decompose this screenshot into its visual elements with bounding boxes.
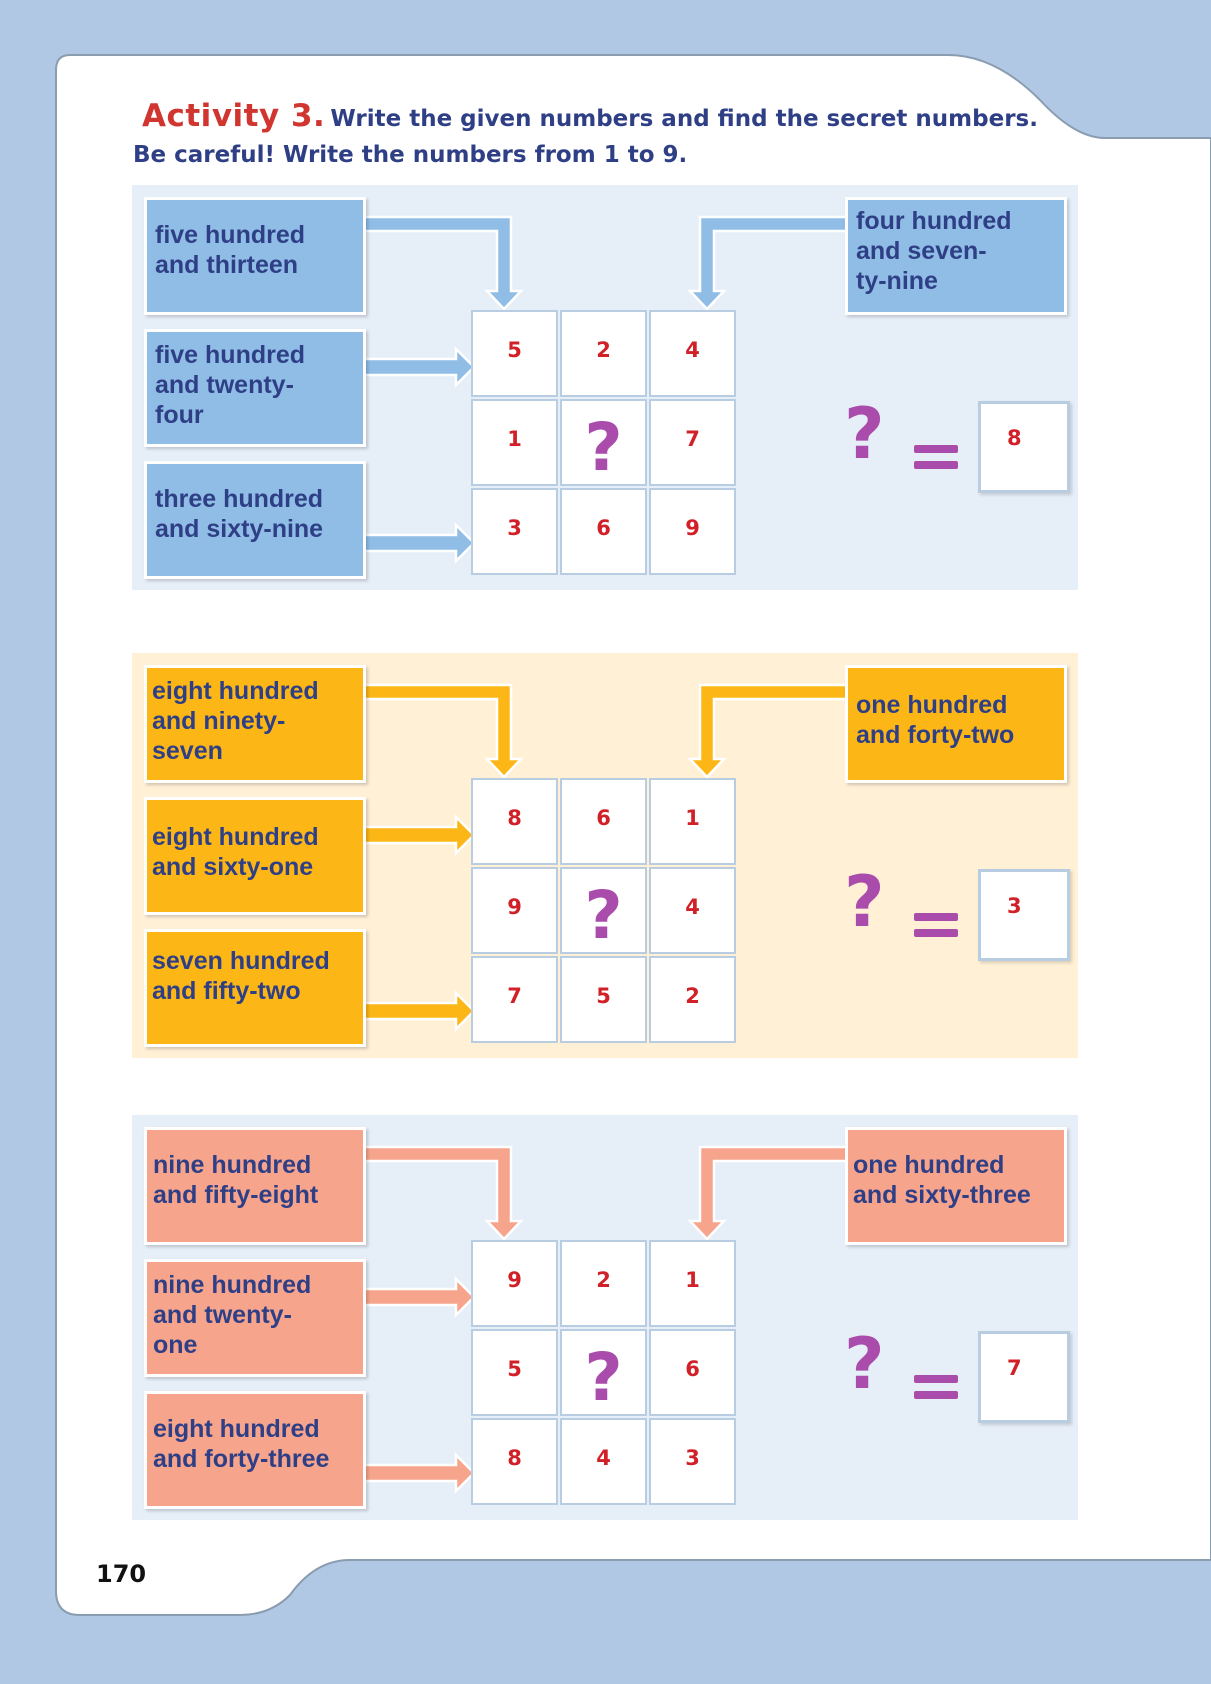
label-top-right-2 (845, 665, 1067, 783)
answer-digit: 3 (1007, 894, 1022, 918)
label-middle-left-2 (144, 797, 366, 915)
label-line: three hundred (155, 485, 324, 513)
answer-digit: 8 (1007, 426, 1022, 450)
question-mark-icon: ? (584, 877, 623, 954)
label-line: eight hundred (153, 1415, 320, 1443)
label-line: one hundred (853, 1151, 1005, 1179)
cell-digit: 9 (507, 1268, 522, 1292)
cell-digit: 7 (507, 984, 522, 1008)
cell-digit: 2 (596, 338, 611, 362)
label-top-left-3 (144, 1127, 366, 1245)
grid-cell-writable[interactable] (649, 310, 736, 397)
instruction-line-2: Be careful! Write the numbers from 1 to 9. (133, 142, 688, 168)
label-bottom-left-1 (144, 461, 366, 579)
cell-digit: 4 (685, 338, 700, 362)
grid-cell-writable[interactable] (649, 1329, 736, 1416)
label-line: one hundred (856, 691, 1008, 719)
cell-digit: 5 (507, 1357, 522, 1381)
label-line: five hundred (155, 221, 306, 249)
arrow-top-left-3 (364, 1147, 521, 1239)
grid-cell-writable[interactable] (471, 310, 558, 397)
grid-cell-writable[interactable] (560, 778, 647, 865)
grid-cell-writable[interactable] (560, 956, 647, 1043)
cell-digit: 2 (596, 1268, 611, 1292)
question-mark-icon: ? (584, 1339, 623, 1416)
grid-cell-secret (560, 399, 647, 486)
grid-cell-writable[interactable] (471, 1329, 558, 1416)
grid-cell-writable[interactable] (471, 399, 558, 486)
label-line: eight hundred (152, 677, 319, 705)
grid-cell-secret (560, 867, 647, 954)
grid-cell-writable[interactable] (560, 488, 647, 575)
label-line: seven (152, 737, 223, 765)
label-line: and twenty- (155, 371, 294, 399)
label-top-left-2 (144, 665, 366, 783)
grid-cell-writable[interactable] (471, 488, 558, 575)
cell-digit: 1 (507, 427, 522, 451)
cell-digit: 3 (685, 1446, 700, 1470)
cell-digit: 3 (507, 516, 522, 540)
cell-digit: 5 (596, 984, 611, 1008)
answer-box-3[interactable] (978, 1331, 1070, 1423)
page-number: 170 (96, 1560, 147, 1588)
label-line: four (155, 401, 204, 429)
label-middle-left-1 (144, 329, 366, 447)
cell-digit: 9 (507, 895, 522, 919)
puzzle-panel-3 (132, 1115, 1078, 1520)
grid-cell-writable[interactable] (560, 1240, 647, 1327)
label-line: ty-nine (856, 267, 938, 295)
grid-cell-writable[interactable] (560, 310, 647, 397)
arrow-top-left-2 (364, 685, 521, 777)
label-line: and sixty-nine (155, 515, 324, 543)
question-mark-icon: ? (584, 409, 623, 486)
cell-digit: 4 (596, 1446, 611, 1470)
activity-heading (142, 98, 1038, 134)
label-line: and twenty- (153, 1301, 292, 1329)
arrow-middle-left-1 (364, 349, 474, 385)
label-line: nine hundred (153, 1271, 312, 1299)
grid-cell-writable[interactable] (560, 1418, 647, 1505)
label-line: five hundred (155, 341, 306, 369)
label-top-right-3 (845, 1127, 1067, 1245)
arrow-top-right-1 (690, 217, 854, 309)
answer-box-1[interactable] (978, 401, 1070, 493)
grid-cell-writable[interactable] (471, 1418, 558, 1505)
cell-digit: 5 (507, 338, 522, 362)
label-line: nine hundred (153, 1151, 312, 1179)
arrow-bottom-left-2 (364, 993, 474, 1029)
label-line: and thirteen (155, 251, 299, 279)
activity-label: Activity 3. (142, 98, 326, 134)
label-top-right-1 (845, 197, 1067, 315)
label-middle-left-3 (144, 1259, 366, 1377)
cell-digit: 8 (507, 806, 522, 830)
label-line: seven hundred (152, 947, 330, 975)
arrow-top-left-1 (364, 217, 521, 309)
instruction-line-1: Write the given numbers and find the secret numbers. (330, 106, 1038, 132)
grid-cell-writable[interactable] (649, 1418, 736, 1505)
puzzle-panel-1 (132, 185, 1078, 590)
label-line: one (153, 1331, 198, 1359)
grid-cell-writable[interactable] (649, 1240, 736, 1327)
cell-digit: 6 (685, 1357, 700, 1381)
label-line: and forty-three (153, 1445, 330, 1473)
cell-digit: 4 (685, 895, 700, 919)
cell-digit: 9 (685, 516, 700, 540)
puzzle-panel-2 (132, 653, 1078, 1058)
label-line: and forty-two (856, 721, 1015, 749)
grid-cell-writable[interactable] (649, 867, 736, 954)
arrow-bottom-left-3 (364, 1455, 474, 1491)
cell-digit: 1 (685, 806, 700, 830)
label-bottom-left-3 (144, 1391, 366, 1509)
equation-question-mark-1: ? (844, 393, 885, 475)
label-line: four hundred (856, 207, 1012, 235)
label-line: eight hundred (152, 823, 319, 851)
label-line: and sixty-one (152, 853, 314, 881)
grid-cell-writable[interactable] (649, 399, 736, 486)
label-line: and sixty-three (853, 1181, 1031, 1209)
cell-digit: 6 (596, 806, 611, 830)
cell-digit: 6 (596, 516, 611, 540)
grid-cell-writable[interactable] (471, 956, 558, 1043)
cell-digit: 7 (685, 427, 700, 451)
arrow-top-right-3 (690, 1147, 854, 1239)
arrow-middle-left-3 (364, 1279, 474, 1315)
arrow-middle-left-2 (364, 817, 474, 853)
label-line: and fifty-eight (153, 1181, 319, 1209)
grid-cell-writable[interactable] (471, 1240, 558, 1327)
grid-cell-writable[interactable] (649, 488, 736, 575)
label-line: and fifty-two (152, 977, 301, 1005)
grid-cell-writable[interactable] (471, 867, 558, 954)
grid-cell-writable[interactable] (649, 956, 736, 1043)
cell-digit: 2 (685, 984, 700, 1008)
cell-digit: 8 (507, 1446, 522, 1470)
equation-question-mark-3: ? (844, 1323, 885, 1405)
grid-cell-secret (560, 1329, 647, 1416)
label-bottom-left-2 (144, 929, 366, 1047)
arrow-top-right-2 (690, 685, 854, 777)
arrow-bottom-left-1 (364, 525, 474, 561)
label-top-left-1 (144, 197, 366, 315)
label-line: and seven- (856, 237, 987, 265)
cell-digit: 1 (685, 1268, 700, 1292)
answer-digit: 7 (1007, 1356, 1022, 1380)
label-line: and ninety- (152, 707, 286, 735)
grid-cell-writable[interactable] (649, 778, 736, 865)
grid-cell-writable[interactable] (471, 778, 558, 865)
equation-question-mark-2: ? (844, 861, 885, 943)
answer-box-2[interactable] (978, 869, 1070, 961)
